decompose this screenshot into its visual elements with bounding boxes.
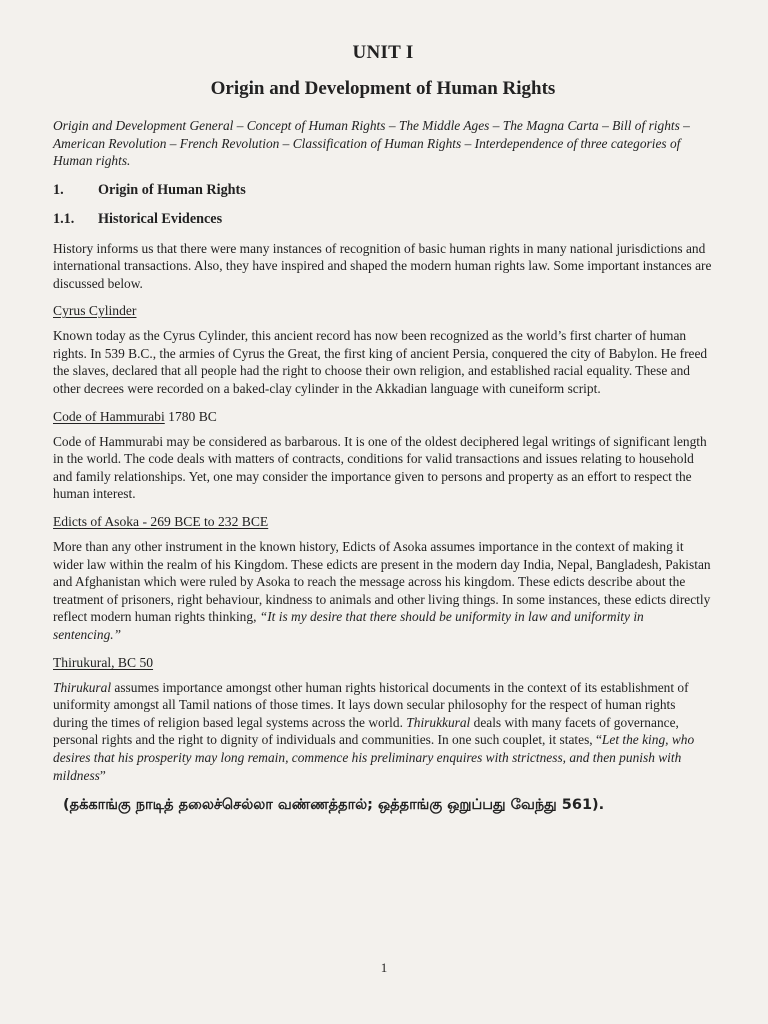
thirukural-heading-text: Thirukural, BC 50 — [53, 654, 154, 670]
thirukural-text-b: deals with many facets of governance, personal rights and the right to dignity of individuals and communities. In one such couplet, it states, “ — [53, 714, 679, 748]
section-title: Historical Evidences — [98, 210, 223, 227]
thirukural-text-c: ” — [99, 767, 106, 783]
thirukural-paragraph — [53, 679, 713, 785]
unit-title: UNIT I — [352, 42, 414, 63]
hammurabi-heading-text: Code of Hammurabi — [53, 408, 165, 424]
asoka-heading-text: Edicts of Asoka - 269 BCE to 232 BCE — [53, 514, 269, 530]
thirukkural-name: Thirukkural — [406, 714, 471, 730]
page-number: 1 — [380, 960, 388, 975]
asoka-quote: “It is my desire that there should be uniformity in law and uniformity in sentencing.” — [53, 609, 644, 642]
section-number: 1.1. — [53, 210, 75, 227]
cyrus-heading-text: Cyrus Cylinder — [53, 303, 137, 319]
tamil-couplet: (தக்காங்கு நாடித் தலைச்செல்லா வண்ணத்தால்; ஒத்தாங்கு ஒறுப்பது வேந்து 561). — [63, 797, 605, 814]
intro-paragraph: History informs us that there were many instances of recognition of basic human rights in many national jurisdictions and international transactions. Also, they have inspired and shaped the modern human rights law. Some important instances are discussed below. — [53, 240, 712, 291]
thirukural-name: Thirukural — [53, 679, 112, 695]
asoka-paragraph — [53, 538, 713, 644]
thirukural-quote: Let the king, who desires that his prosperity may long remain, commence his preliminary enquires with strictness, and then punish with mildness — [53, 732, 695, 783]
thirukural-text-a: assumes importance amongst other human rights historical documents in the context of its establishment of uniformity amongst all Tamil nations of those times. It lays down secular philosophy for the respect of human rights during the times of religion based legal systems across the world. — [53, 679, 689, 730]
hammurabi-paragraph: Code of Hammurabi may be considered as barbarous. It is one of the oldest deciphered legal writings of significant length in the world. The code deals with matters of contracts, conditions for valid transactions and issues relating to household and family relationships. Yet, one may consider the importance given to persons and property as an effort to respect the human interest. — [53, 433, 707, 502]
cyrus-heading — [53, 303, 713, 319]
hammurabi-heading-date: 1780 BC — [164, 408, 217, 424]
asoka-heading — [53, 514, 713, 530]
cyrus-paragraph: Known today as the Cyrus Cylinder, this ancient record has now been recognized as the world’s first charter of human rights. In 539 B.C., the armies of Cyrus the Great, the first king of ancient Persia, conquered the city of Babylon. He freed the slaves, declared that all people had the right to choose their own religion, and established racial equality. These and other decrees were recorded on a baked-clay cylinder in the Akkadian language with cuneiform script. — [53, 328, 708, 397]
section-number: 1. — [53, 181, 64, 198]
section-heading-1-1 — [53, 211, 713, 228]
thirukural-heading — [53, 655, 713, 671]
document-page — [53, 42, 713, 816]
hammurabi-heading — [53, 409, 713, 425]
chapter-title: Origin and Development of Human Rights — [210, 78, 556, 99]
asoka-text: More than any other instrument in the known history, Edicts of Asoka assumes importance in the context of making it wider law within the realm of his Kingdom. These edicts are present in the modern day India, Nepal, Bangladesh, Pakistan and Afghanistan which were ruled by Asoka to reach the message across his kingdom. These edicts describe about the treatment of prisoners, right behaviour, kindness to animals and other living things. In some instances, these edicts directly reflect modern human rights thinking, — [53, 539, 711, 625]
section-title: Origin of Human Rights — [98, 181, 246, 198]
section-heading-1 — [53, 182, 713, 199]
topics-list: Origin and Development General – Concept of Human Rights – The Middle Ages – The Magna Carta – Bill of rights – American Revolution – French Revolution – Classification of Human Rights – Interdependence of three categories of Human rights. — [53, 118, 690, 168]
